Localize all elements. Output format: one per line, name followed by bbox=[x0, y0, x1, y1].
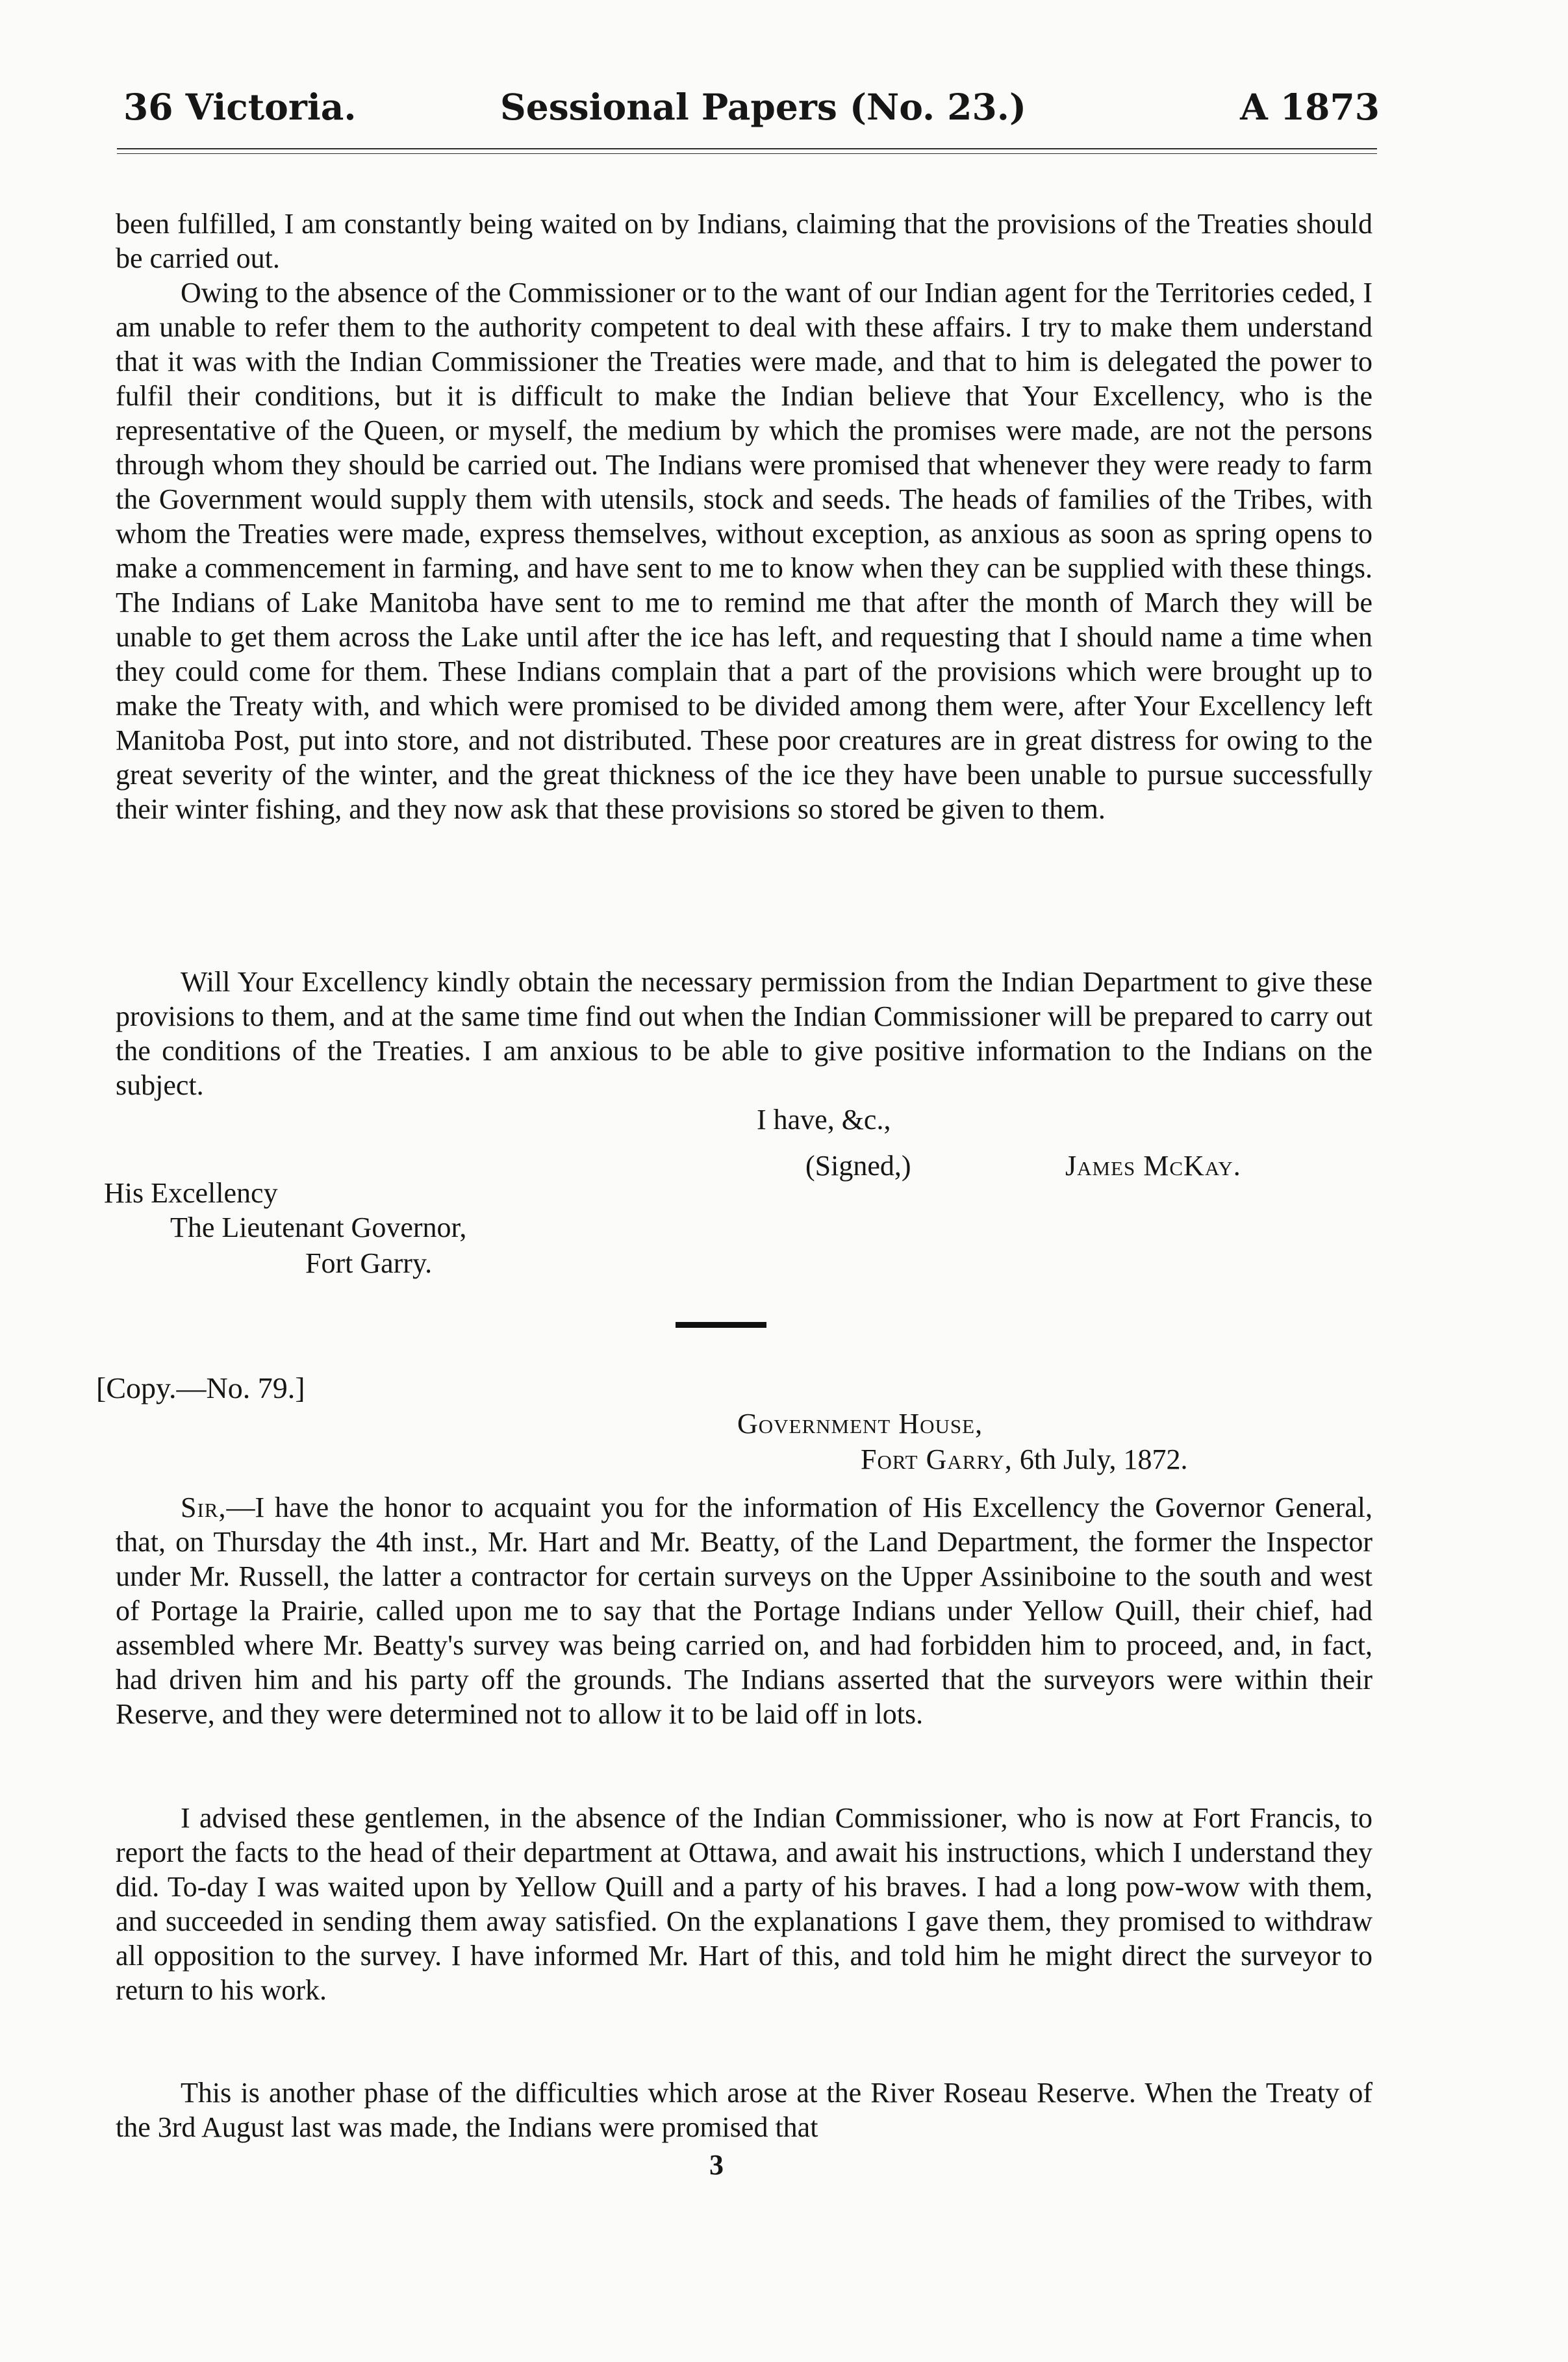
signed-label: (Signed,) bbox=[805, 1150, 911, 1182]
letter1-paragraph-1: been fulfilled, I am constantly being waited on by Indians, claiming that the provisions of the Treaties should be carried out. bbox=[116, 208, 1372, 274]
dateline-place: Fort Garry, bbox=[861, 1443, 1013, 1475]
header-title: Sessional Papers (No. 23.) bbox=[500, 86, 1026, 128]
copy-number-label: [Copy.—No. 79.] bbox=[96, 1371, 305, 1404]
addressee-line-1: His Excellency bbox=[104, 1177, 278, 1209]
letter2-paragraph-2: I advised these gentlemen, in the absence of the Indian Commissioner, who is now at Fort Francis, to report the facts to the head of their department at Ottawa, and await his instructions, which I understand they did. To-day I was waited upon by Yellow Quill and a party of his braves. I had a long pow-wow with them, and succeeded in sending them away satisfied. On the explanations I gave them, they promised to withdraw all opposition to the survey. I have informed Mr. Hart of this, and told him he might direct the surveyor to return to his work. bbox=[116, 1802, 1372, 2006]
letter1-paragraph-3: Will Your Excellency kindly obtain the necessary permission from the Indian Department to give these provisions to them, and at the same time find out when the Indian Commissioner will be prepared to carry out the conditions of the Treaties. I am anxious to be able to give positive information to the Indians on the subject. bbox=[116, 966, 1372, 1101]
header-year: A 1873 bbox=[1240, 86, 1380, 128]
addressee-line-3: Fort Garry. bbox=[305, 1247, 433, 1279]
sender-place: Government House, bbox=[737, 1408, 983, 1440]
page-number: 3 bbox=[709, 2149, 724, 2181]
header-session: 36 Victoria. bbox=[123, 86, 357, 128]
signature-name: James McKay. bbox=[1065, 1150, 1241, 1182]
salutation: Sir, bbox=[181, 1492, 227, 1523]
dateline bbox=[861, 1442, 1188, 1477]
header-rule-thin bbox=[117, 153, 1377, 154]
dateline-date: 6th July, 1872. bbox=[1019, 1443, 1188, 1475]
letter1-paragraph-2: Owing to the absence of the Commissioner or to the want of our Indian agent for the Territories ceded, I am unable to refer them to the authority competent to deal with these affairs. I try to make them understand that it was with the Indian Commissioner the Treaties were made, and that to him is delegated the power to fulfil their conditions, but it is difficult to make the Indian believe that Your Excellency, who is the representative of the Queen, or myself, the medium by which the promises were made, are not the persons through whom they should be carried out. The Indians were promised that whenever they were ready to farm the Government would supply them with utensils, stock and seeds. The heads of families of the Tribes, with whom the Treaties were made, express themselves, without exception, as anxious as soon as spring opens to make a commencement in farming, and have sent to me to know when they can be supplied with these things. The Indians of Lake Manitoba have sent to me to remind me that after the month of March they will be unable to get them across the Lake until after the ice has left, and requesting that I should name a time when they could come for them. These Indians complain that a part of the provisions which were brought up to make the Treaty with, and which were promised to be divided among them were, after Your Excellency left Manitoba Post, put into store, and not distributed. These poor creatures are in great distress for owing to the great severity of the winter, and the great thickness of the ice they have been unable to pursue successfully their winter fishing, and they now ask that these provisions so stored be given to them. bbox=[116, 277, 1372, 825]
addressee-line-2: The Lieutenant Governor, bbox=[170, 1212, 467, 1243]
header-rule bbox=[117, 148, 1377, 149]
page-header bbox=[123, 81, 1380, 133]
letter2-paragraph-1 bbox=[116, 1490, 1372, 1731]
closing-phrase: I have, &c., bbox=[757, 1104, 891, 1136]
letter2-paragraph-1-text: —I have the honor to acquaint you for the information of His Excellency the Governor General, that, on Thursday the 4th inst., Mr. Hart and Mr. Beatty, of the Land Department, the former the Inspector under Mr. Russell, the latter a contractor for certain surveys on the Upper Assiniboine to the south and west of Portage la Prairie, called upon me to say that the Portage Indians under Yellow Quill, their chief, had assembled where Mr. Beatty's survey was being carried on, and had forbidden him to proceed, and, in fact, had driven him and his party off the grounds. The Indians asserted that the surveyors were within their Reserve, and they were determined not to allow it to be laid off in lots. bbox=[116, 1492, 1372, 1730]
section-divider bbox=[676, 1322, 766, 1328]
letter2-paragraph-3: This is another phase of the difficulties which arose at the River Roseau Reserve. When the Treaty of the 3rd August last was made, the Indians were promised that bbox=[116, 2077, 1372, 2143]
